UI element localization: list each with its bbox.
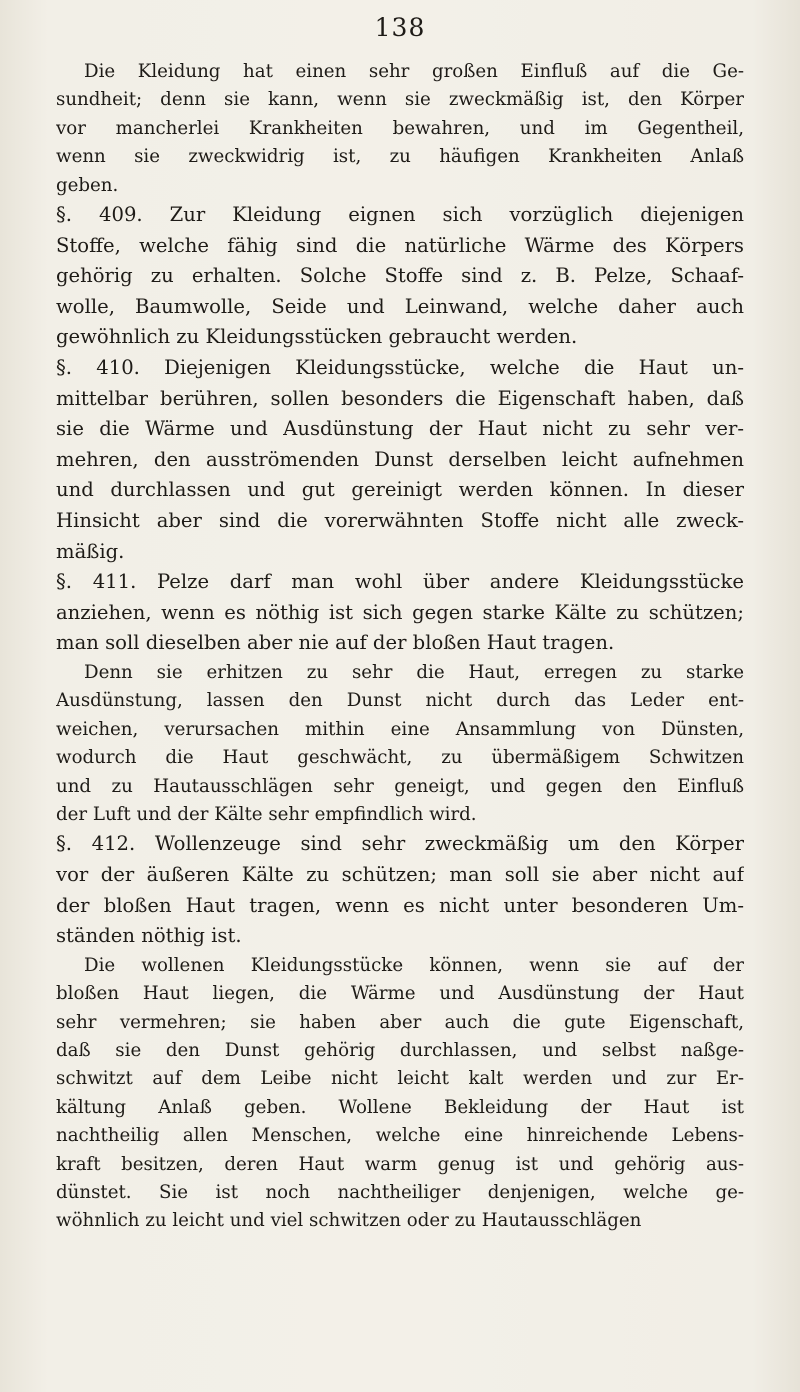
text-line: vor mancherlei Krankheiten bewahren, und im Gegentheil, <box>56 117 744 139</box>
text-line: wodurch die Haut geschwächt, zu übermäßigem Schwitzen <box>56 747 744 769</box>
text-line: §. 411. Pelze darf man wohl über andere Kleidungsstücke <box>56 570 744 594</box>
text-line: man soll dieselben aber nie auf der bloßen Haut tragen. <box>56 631 615 655</box>
text-line: Denn sie erhitzen zu sehr die Haut, erregen zu starke <box>84 661 744 683</box>
text-line: der bloßen Haut tragen, wenn es nicht unter besonderen Um- <box>56 893 744 917</box>
paragraph-p-411 <box>56 567 744 659</box>
text-line: mäßig. <box>56 539 125 563</box>
text-line: der Luft und der Kälte sehr empfindlich wird. <box>56 803 477 825</box>
text-line: nachtheilig allen Menschen, welche eine hinreichende Lebens- <box>56 1125 744 1147</box>
text-line: §. 409. Zur Kleidung eignen sich vorzüglich diejenigen <box>56 203 744 227</box>
text-line: §. 410. Diejenigen Kleidungsstücke, welche die Haut un- <box>56 356 744 379</box>
text-line: Die wollenen Kleidungsstücke können, wenn sie auf der <box>84 954 744 976</box>
text-line: §. 412. Wollenzeuge sind sehr zweckmäßig um den Körper <box>56 832 744 856</box>
text-line: und durchlassen und gut gereinigt werden können. In dieser <box>56 478 744 502</box>
text-line: schwitzt auf dem Leibe nicht leicht kalt werden und zur Er- <box>56 1068 744 1090</box>
text-line: gehörig zu erhalten. Solche Stoffe sind z. B. Pelze, Schaaf- <box>56 264 744 288</box>
text-line: weichen, verursachen mithin eine Ansammlung von Dünsten, <box>56 718 744 740</box>
text-line: kraft besitzen, deren Haut warm genug ist und gehörig aus- <box>56 1153 744 1175</box>
paragraph-p-412 <box>56 829 744 951</box>
text-line: mehren, den ausströmenden Dunst derselben leicht aufnehmen <box>56 447 744 471</box>
text-line: dünstet. Sie ist noch nachtheiliger denjenigen, welche ge- <box>56 1182 744 1203</box>
text-line: Stoffe, welche fähig sind die natürliche Wärme des Körpers <box>56 233 744 257</box>
text-line: sie die Wärme und Ausdünstung der Haut nicht zu sehr ver- <box>56 417 744 441</box>
text-line: gewöhnlich zu Kleidungsstücken gebraucht werden. <box>56 325 578 349</box>
text-line: kältung Anlaß geben. Wollene Bekleidung der Haut ist <box>56 1096 744 1118</box>
text-line: wolle, Baumwolle, Seide und Leinwand, welche daher auch <box>56 294 744 318</box>
text-line: und zu Hautausschlägen sehr geneigt, und gegen den Einfluß <box>56 775 744 797</box>
text-line: anziehen, wenn es nöthig ist sich gegen starke Kälte zu schützen; <box>56 600 744 624</box>
text-line: daß sie den Dunst gehörig durchlassen, und selbst naßge- <box>56 1039 744 1061</box>
text-line: geben. <box>56 174 119 196</box>
paragraph-p-411-note <box>56 659 744 829</box>
text-line: sehr vermehren; sie haben aber auch die gute Eigenschaft, <box>56 1011 744 1033</box>
paragraph-p-412-note <box>56 952 744 1236</box>
text-line: wöhnlich zu leicht und viel schwitzen oder zu Hautausschlägen <box>56 1210 642 1232</box>
text-line: vor der äußeren Kälte zu schützen; man soll sie aber nicht auf <box>56 862 744 886</box>
page-body <box>56 58 744 1236</box>
page-number: 138 <box>374 13 426 42</box>
paragraph-p-409 <box>56 200 744 353</box>
text-line: Die Kleidung hat einen sehr großen Einfluß auf die Ge- <box>84 61 744 82</box>
text-line: wenn sie zweckwidrig ist, zu häufigen Krankheiten Anlaß <box>56 146 744 168</box>
text-line: mittelbar berühren, sollen besonders die Eigenschaft haben, daß <box>56 386 744 410</box>
text-line: Hinsicht aber sind die vorerwähnten Stoffe nicht alle zweck- <box>56 508 744 532</box>
text-line: ständen nöthig ist. <box>56 924 242 948</box>
text-line: bloßen Haut liegen, die Wärme und Ausdünstung der Haut <box>56 983 744 1005</box>
text-line: Ausdünstung, lassen den Dunst nicht durch das Leder ent- <box>56 690 744 712</box>
text-line: sundheit; denn sie kann, wenn sie zweckmäßig ist, den Körper <box>56 89 744 111</box>
paragraph-p-410 <box>56 353 744 567</box>
paragraph-p-intro <box>56 58 744 200</box>
